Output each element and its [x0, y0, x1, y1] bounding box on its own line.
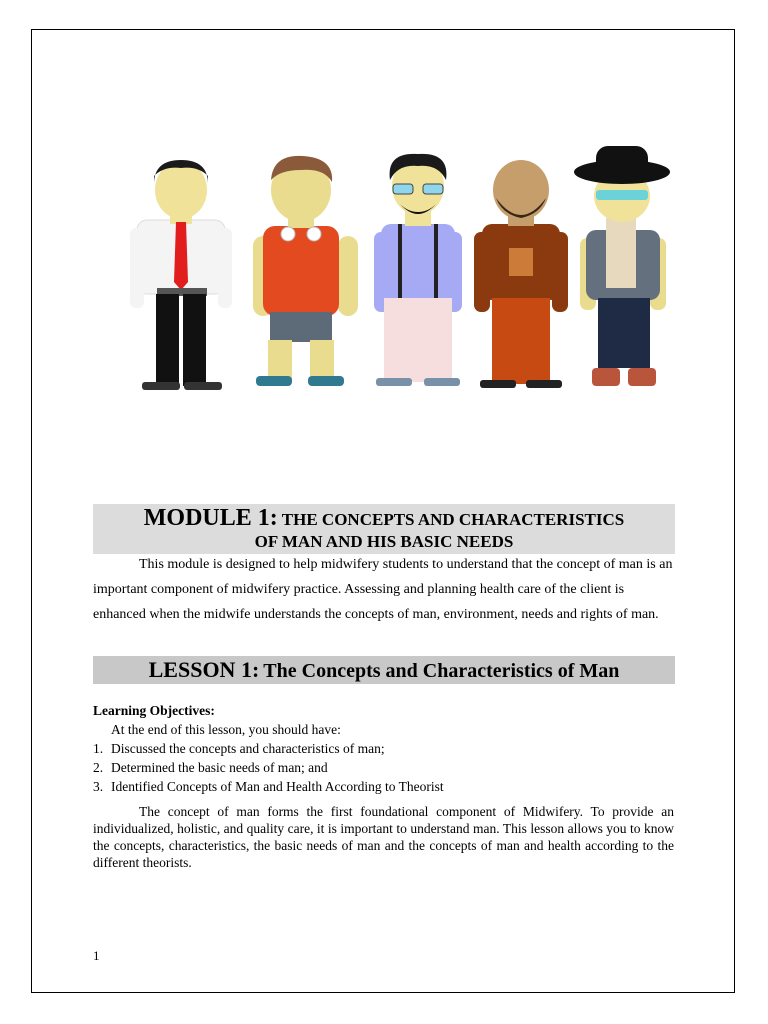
- list-item-number: 2.: [93, 760, 104, 775]
- learning-objectives: [93, 701, 683, 796]
- concept-text: The concept of man forms the first foundational component of Midwifery. To provide an individualized, holistic, and quality care, it is important to understand man. This lesson allows you to know the concepts, characteristics, the basic needs of man and the concepts of man and health according to the different theorists.: [93, 804, 674, 870]
- list-item-text: Discussed the concepts and characteristics of man;: [111, 741, 385, 756]
- list-item: [93, 758, 683, 777]
- module-title-line1: [93, 505, 675, 532]
- module-intro-text: This module is designed to help midwifery students to understand that the concept of man is an important component of midwifery practice. Assessing and planning health care of the client is enhanced when the midwife understands the concepts of man, environment, needs and rights of man.: [93, 557, 673, 622]
- man-brown-sweater-figure: [474, 160, 568, 388]
- lesson-title: The Concepts and Characteristics of Man: [263, 660, 620, 682]
- man-tank-top-figure: [253, 156, 358, 386]
- module-title-part1: THE CONCEPTS AND CHARACTERISTICS: [281, 510, 625, 529]
- learning-objectives-heading: Learning Objectives:: [93, 703, 215, 718]
- list-item: [93, 739, 683, 758]
- module-intro-paragraph: [93, 552, 673, 627]
- module-title-line2: OF MAN AND HIS BASIC NEEDS: [254, 532, 514, 551]
- lesson-label: LESSON 1:: [148, 657, 260, 682]
- list-item-number: 3.: [93, 779, 104, 794]
- module-label: MODULE 1:: [143, 505, 278, 531]
- learning-objectives-lead: At the end of this lesson, you should have:: [111, 722, 341, 737]
- module-title-banner: [93, 504, 675, 554]
- list-item-text: Identified Concepts of Man and Health According to Theorist: [111, 779, 444, 794]
- list-item: [93, 777, 683, 796]
- man-white-shirt-figure: [130, 160, 232, 390]
- list-item-number: 1.: [93, 741, 104, 756]
- man-glasses-beard-figure: [374, 154, 462, 386]
- list-item-text: Determined the basic needs of man; and: [111, 760, 328, 775]
- five-men-illustration: [128, 140, 678, 392]
- man-hat-scarf-figure: [574, 146, 670, 386]
- concept-paragraph: [93, 803, 674, 871]
- lesson-title-banner: [93, 656, 675, 684]
- page-number: 1: [93, 948, 100, 963]
